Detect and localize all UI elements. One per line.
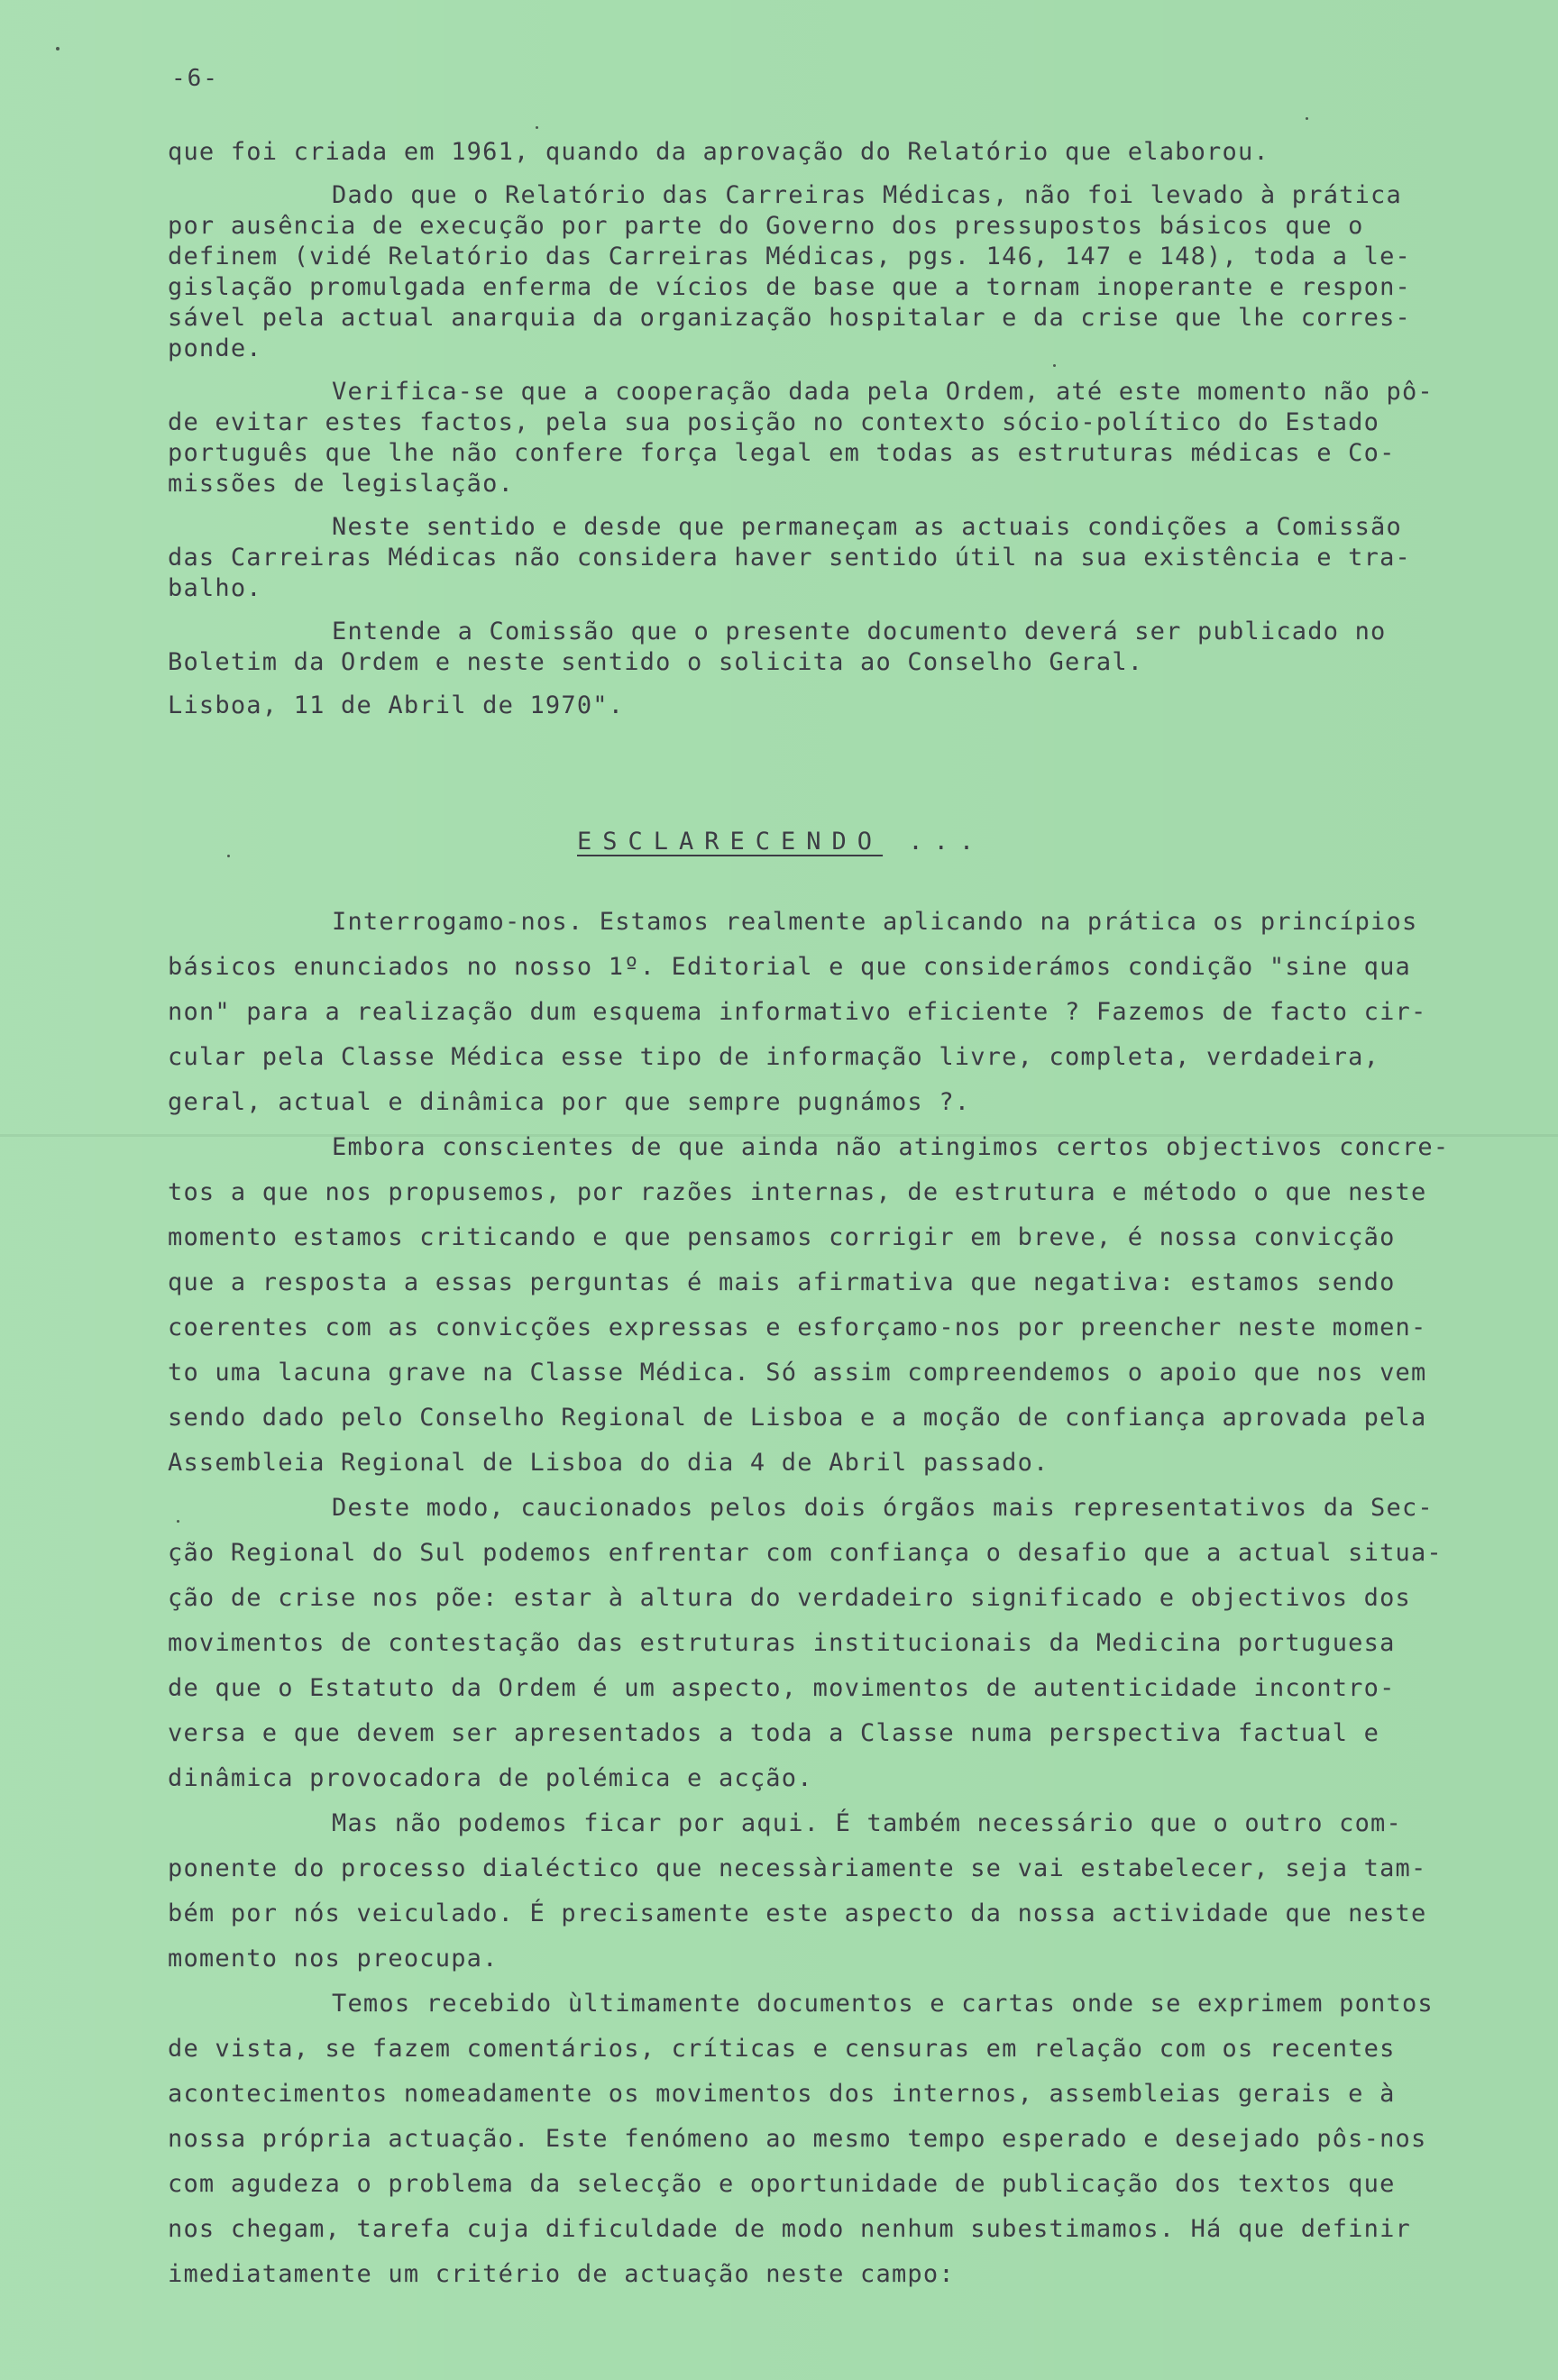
section-heading-title: ESCLARECENDO bbox=[577, 828, 884, 856]
paragraph bbox=[168, 377, 1493, 499]
text-line: nossa própria actuação. Este fenómeno ao mesmo tempo esperado e desejado pôs-nos bbox=[168, 2125, 1427, 2153]
text-line: ção de crise nos põe: estar à altura do verdadeiro significado e objectivos dos bbox=[168, 1584, 1411, 1612]
paragraph bbox=[168, 1801, 1502, 1982]
dateline: Lisboa, 11 de Abril de 1970". bbox=[168, 691, 625, 719]
text-line: que foi criada em 1961, quando da aprovação do Relatório que elaborou. bbox=[168, 138, 1269, 166]
text-line: coerentes com as convicções expressas e esforçamo-nos por preencher neste momen- bbox=[168, 1314, 1427, 1341]
text-line: ção Regional do Sul podemos enfrentar com confiança o desafio que a actual situa- bbox=[168, 1539, 1443, 1567]
paper-speck bbox=[227, 855, 230, 857]
text-line: básicos enunciados no nosso 1º. Editorial e que considerámos condição "sine qua bbox=[168, 953, 1411, 981]
text-line: ponente do processo dialéctico que necessàriamente se vai estabelecer, seja tam- bbox=[168, 1854, 1427, 1882]
text-line: com agudeza o problema da selecção e oportunidade de publicação dos textos que bbox=[168, 2170, 1396, 2198]
text-line: nos chegam, tarefa cuja dificuldade de modo nenhum subestimamos. Há que definir bbox=[168, 2215, 1411, 2243]
text-line: cular pela Classe Médica esse tipo de informação livre, completa, verdadeira, bbox=[168, 1043, 1380, 1071]
text-line: das Carreiras Médicas não considera haver sentido útil na sua existência e tra- bbox=[168, 544, 1411, 572]
text-line: sendo dado pelo Conselho Regional de Lisboa e a moção de confiança aprovada pela bbox=[168, 1404, 1427, 1432]
text-line: bém por nós veiculado. É precisamente este aspecto da nossa actividade que neste bbox=[168, 1899, 1427, 1927]
text-line: português que lhe não confere força legal em todas as estruturas médicas e Co- bbox=[168, 439, 1396, 467]
text-line: Deste modo, caucionados pelos dois órgãos mais representativos da Sec- bbox=[332, 1494, 1434, 1522]
text-line: Assembleia Regional de Lisboa do dia 4 de Abril passado. bbox=[168, 1449, 1049, 1477]
text-line: non" para a realização dum esquema informativo eficiente ? Fazemos de facto cir- bbox=[168, 998, 1427, 1026]
text-line: momento estamos criticando e que pensamos corrigir em breve, é nossa convicção bbox=[168, 1223, 1396, 1251]
page-number: -6- bbox=[171, 65, 219, 92]
paragraph bbox=[168, 617, 1493, 678]
paragraph bbox=[168, 1982, 1502, 2297]
text-line: Neste sentido e desde que permaneçam as actuais condições a Comissão bbox=[332, 513, 1402, 541]
text-line: por ausência de execução por parte do Governo dos pressupostos básicos que o bbox=[168, 212, 1364, 240]
text-line: Dado que o Relatório das Carreiras Médicas, não foi levado à prática bbox=[332, 181, 1402, 209]
paragraph bbox=[168, 512, 1493, 604]
text-line: Embora conscientes de que ainda não atingimos certos objectivos concre- bbox=[332, 1133, 1450, 1161]
text-line: missões de legislação. bbox=[168, 470, 515, 498]
text-line: de vista, se fazem comentários, críticas e censuras em relação com os recentes bbox=[168, 2035, 1396, 2063]
paragraph bbox=[168, 691, 1493, 721]
text-line: sável pela actual anarquia da organização hospitalar e da crise que lhe corres- bbox=[168, 304, 1411, 332]
text-line: Interrogamo-nos. Estamos realmente aplicando na prática os princípios bbox=[332, 908, 1418, 936]
text-line: Entende a Comissão que o presente documento deverá ser publicado no bbox=[332, 618, 1387, 645]
paragraph bbox=[168, 1125, 1502, 1486]
text-line: Temos recebido ùltimamente documentos e cartas onde se exprimem pontos bbox=[332, 1990, 1434, 2018]
commission-statement bbox=[168, 137, 1493, 734]
text-line: tos a que nos propusemos, por razões internas, de estrutura e método o que neste bbox=[168, 1178, 1427, 1206]
text-line: de evitar estes factos, pela sua posição no contexto sócio-político do Estado bbox=[168, 408, 1380, 436]
text-line: balho. bbox=[168, 574, 262, 602]
text-line: imediatamente um critério de actuação neste campo: bbox=[168, 2260, 955, 2288]
section-heading-ellipsis: ... bbox=[908, 828, 985, 856]
text-line: de que o Estatuto da Ordem é um aspecto, movimentos de autenticidade incontro- bbox=[168, 1674, 1396, 1702]
text-line: momento nos preocupa. bbox=[168, 1945, 499, 1973]
paper-speck bbox=[536, 126, 538, 129]
text-line: geral, actual e dinâmica por que sempre pugnámos ?. bbox=[168, 1088, 971, 1116]
text-line: gislação promulgada enferma de vícios de base que a tornam inoperante e respon- bbox=[168, 273, 1411, 301]
paper-speck bbox=[1306, 117, 1308, 120]
text-line: Boletim da Ordem e neste sentido o solicita ao Conselho Geral. bbox=[168, 648, 1144, 676]
paragraph bbox=[168, 137, 1493, 168]
text-line: to uma lacuna grave na Classe Médica. Só assim compreendemos o apoio que nos vem bbox=[168, 1359, 1427, 1387]
text-line: ponde. bbox=[168, 334, 262, 362]
text-line: Verifica-se que a cooperação dada pela Ordem, até este momento não pô- bbox=[332, 378, 1434, 406]
text-line: movimentos de contestação das estruturas institucionais da Medicina portuguesa bbox=[168, 1629, 1396, 1657]
text-line: versa e que devem ser apresentados a toda a Classe numa perspectiva factual e bbox=[168, 1719, 1380, 1747]
paragraph bbox=[168, 1486, 1502, 1801]
paragraph bbox=[168, 180, 1493, 364]
paper-speck bbox=[56, 47, 60, 50]
text-line: acontecimentos nomeadamente os movimentos dos internos, assembleias gerais e à bbox=[168, 2080, 1396, 2108]
text-line: dinâmica provocadora de polémica e acção. bbox=[168, 1764, 813, 1792]
paragraph bbox=[168, 900, 1502, 1125]
text-line: Mas não podemos ficar por aqui. É também necessário que o outro com- bbox=[332, 1809, 1402, 1837]
text-line: definem (vidé Relatório das Carreiras Médicas, pgs. 146, 147 e 148), toda a le- bbox=[168, 243, 1411, 270]
section-heading bbox=[577, 828, 985, 856]
text-line: que a resposta a essas perguntas é mais afirmativa que negativa: estamos sendo bbox=[168, 1268, 1396, 1296]
editorial-text bbox=[168, 900, 1502, 2297]
